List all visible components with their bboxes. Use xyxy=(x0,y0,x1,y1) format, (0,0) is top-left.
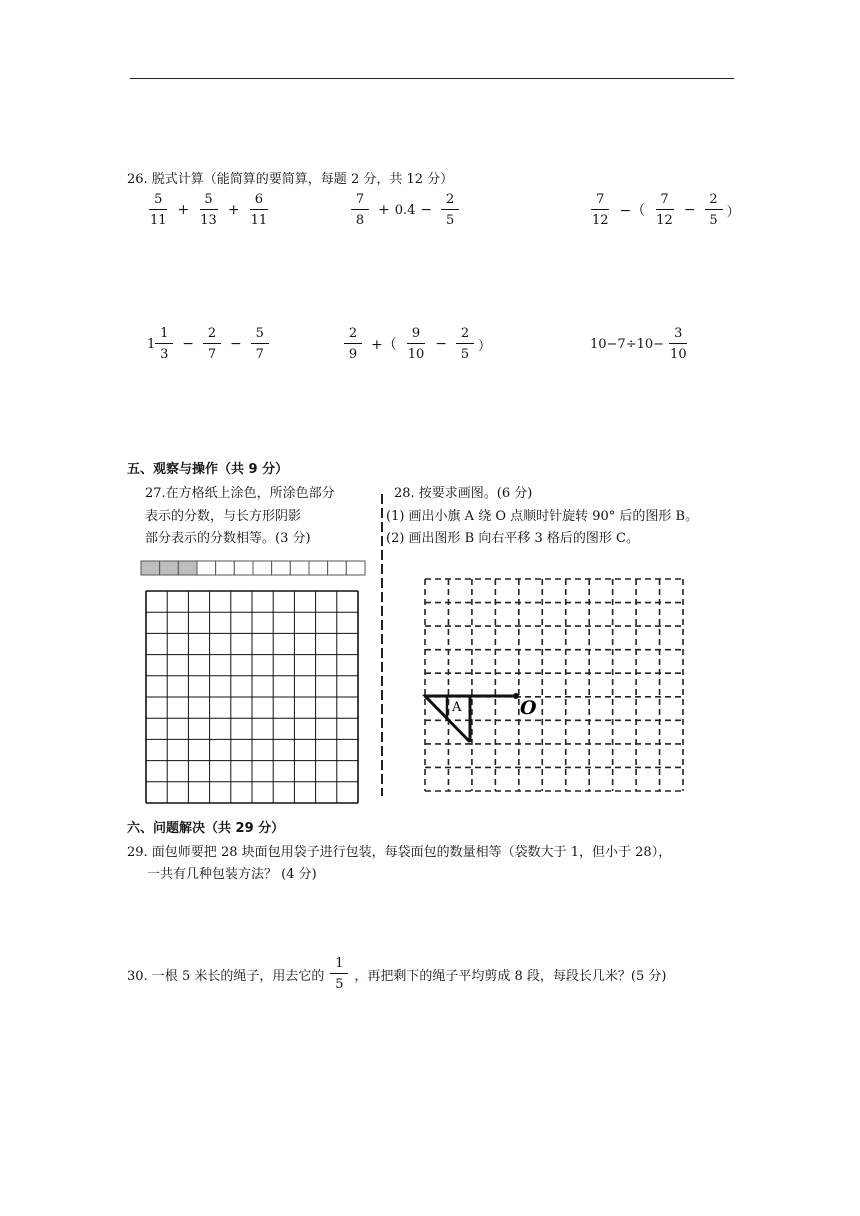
q26-heading: 26. 脱式计算（能简算的要简算，每题 2 分，共 12 分） xyxy=(127,172,454,187)
fraction: $\frac{1}{5}$ xyxy=(330,956,348,992)
q26-expr-1 xyxy=(144,192,273,228)
strip-cell xyxy=(197,561,216,575)
label-a: A xyxy=(452,700,462,715)
dashed-divider xyxy=(380,494,384,796)
fraction: $\frac{2}{5}$ xyxy=(456,326,474,362)
q26-expr-5 xyxy=(340,326,491,362)
fraction: $\frac{3}{10}$ xyxy=(670,326,687,362)
q27-line3: 部分表示的分数相等。(3 分) xyxy=(145,531,311,546)
fraction: $\frac{6}{11}$ xyxy=(250,192,268,228)
section-5-title: 五、观察与操作（共 9 分） xyxy=(127,462,289,477)
top-rule xyxy=(130,78,734,79)
q29-line1: 29. 面包师要把 28 块面包用袋子进行包装，每袋面包的数量相等（袋数大于 1，但小于 28）， xyxy=(127,845,672,860)
q26-expr-6 xyxy=(590,326,693,362)
q30-text-pre: 30. 一根 5 米长的绳子，用去它的 xyxy=(127,968,325,984)
q26-expr-4 xyxy=(147,326,273,362)
q28-line2: (1) 画出小旗 A 绕 O 点顺时针旋转 90° 后的图形 B。 xyxy=(386,509,699,524)
fraction: $\frac{5}{7}$ xyxy=(251,326,269,362)
operator: − xyxy=(420,202,433,218)
fraction: $\frac{5}{13}$ xyxy=(200,192,217,228)
strip-cell xyxy=(253,561,272,575)
strip-cell xyxy=(234,561,253,575)
q28-line3: (2) 画出图形 B 向右平移 3 格后的图形 C。 xyxy=(386,531,639,546)
shaded-rectangle-strip xyxy=(140,560,366,576)
strip-cell xyxy=(328,561,347,575)
strip-cell xyxy=(346,561,365,575)
expression-text: 10−7÷10− xyxy=(590,336,665,352)
strip-cell xyxy=(309,561,328,575)
operator: + xyxy=(378,202,390,218)
operator: − xyxy=(435,336,448,352)
fraction: $\frac{2}{7}$ xyxy=(203,326,221,362)
fraction: $\frac{7}{8}$ xyxy=(351,192,369,228)
operator: + xyxy=(177,202,190,218)
q30-line xyxy=(127,956,666,992)
fraction: $\frac{2}{5}$ xyxy=(441,192,459,228)
operator: +（ xyxy=(371,337,397,353)
operator: −（ xyxy=(619,203,646,219)
q27-line1: 27.在方格纸上涂色，所涂色部分 xyxy=(145,486,335,501)
decimal-value: 0.4 xyxy=(394,202,416,218)
operator: − xyxy=(683,202,696,218)
fraction: $\frac{2}{5}$ xyxy=(705,192,723,228)
paren: ） xyxy=(478,338,492,354)
q27-line2: 表示的分数，与长方形阴影 xyxy=(145,509,302,524)
fraction: $\frac{7}{12}$ xyxy=(592,192,609,228)
strip-cell-shaded xyxy=(141,561,160,575)
fraction: $\frac{2}{9}$ xyxy=(344,326,362,362)
fraction: $\frac{9}{10}$ xyxy=(407,326,425,362)
operator: − xyxy=(182,336,195,352)
strip-cell xyxy=(290,561,309,575)
q29-line2: 一共有几种包装方法？ (4 分) xyxy=(147,867,317,882)
strip-cell-shaded xyxy=(160,561,179,575)
mixed-number: 1 $\frac{1}{3}$ xyxy=(147,326,177,362)
operator: − xyxy=(230,336,242,352)
strip-cell-shaded xyxy=(178,561,197,575)
strip-cell xyxy=(272,561,291,575)
operator: + xyxy=(227,202,240,218)
fraction: $\frac{5}{11}$ xyxy=(150,192,167,228)
point-o xyxy=(513,693,519,699)
q26-expr-3 xyxy=(586,192,740,228)
q28-line1: 28. 按要求画图。(6 分) xyxy=(394,486,533,501)
section-6-title: 六、问题解决（共 29 分） xyxy=(127,821,285,836)
strip-cell xyxy=(216,561,235,575)
dashed-grid-figure[interactable] xyxy=(424,578,684,792)
fraction: $\frac{7}{12}$ xyxy=(656,192,673,228)
q30-text-post: ，再把剩下的绳子平均剪成 8 段，每段长几米？(5 分) xyxy=(354,968,667,984)
label-o: O xyxy=(520,697,537,719)
q26-expr-2 xyxy=(347,192,463,228)
square-grid-paper[interactable] xyxy=(145,590,359,804)
paren: ） xyxy=(726,204,740,220)
